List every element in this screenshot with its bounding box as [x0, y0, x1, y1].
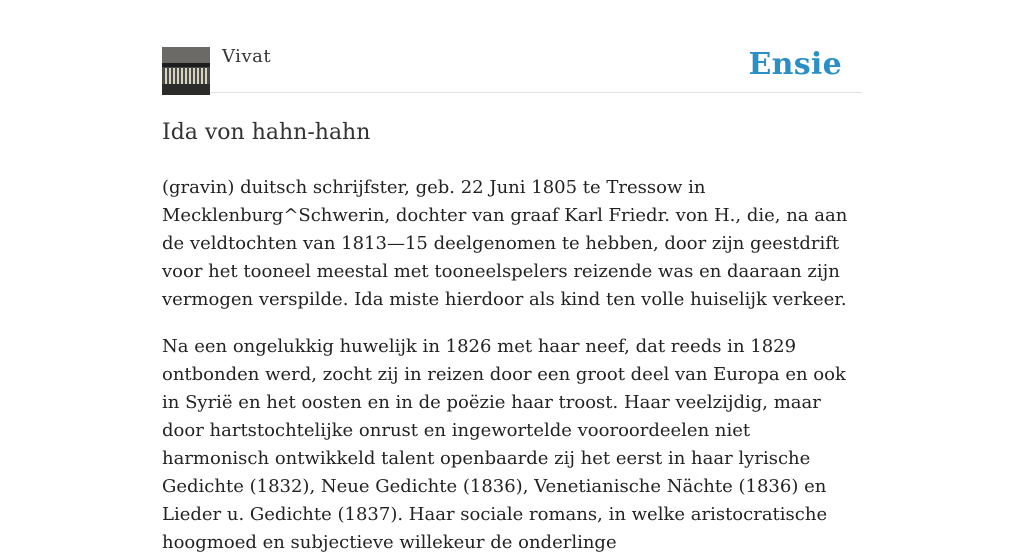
page	[162, 0, 862, 557]
article-title: Ida von hahn-hahn	[162, 120, 371, 145]
article-paragraph: (gravin) duitsch schrijfster, geb. 22 Juni 1805 te Tressow in Mecklenburg^Schwerin, dochter van graaf Karl Friedr. von H., die, na aan de veldtochten van 1813—15 deelgenomen te hebben, door zijn geestdrift voor het tooneel meestal met tooneelspelers reizende was en daaraan zijn vermogen verspilde. Ida miste hierdoor als kind ten volle huiselijk verkeer.	[162, 177, 848, 310]
author-avatar[interactable]	[162, 47, 210, 95]
header	[162, 0, 862, 93]
brand-logo[interactable]: Ensie	[748, 47, 842, 82]
article-paragraph: Na een ongelukkig huwelijk in 1826 met haar neef, dat reeds in 1829 ontbonden werd, zocht zij in reizen door een groot deel van Europa en ook in Syrië en het oosten en in de poëzie haar troost. Haar veelzijdig, maar door hartstochtelijke onrust en ingewortelde vooroordeelen niet harmonisch ontwikkeld talent openbaarde zij het eerst in haar lyrische Gedichte (1832), Neue Gedichte (1836), Venetianische Nächte (1836) en Lieder u. Gedichte (1837). Haar sociale romans, in welke aristocratische hoogmoed en subjectieve willekeur de onderlinge	[162, 336, 846, 553]
author-name[interactable]: Vivat	[222, 46, 272, 67]
typewriter-photo-icon	[162, 47, 210, 95]
